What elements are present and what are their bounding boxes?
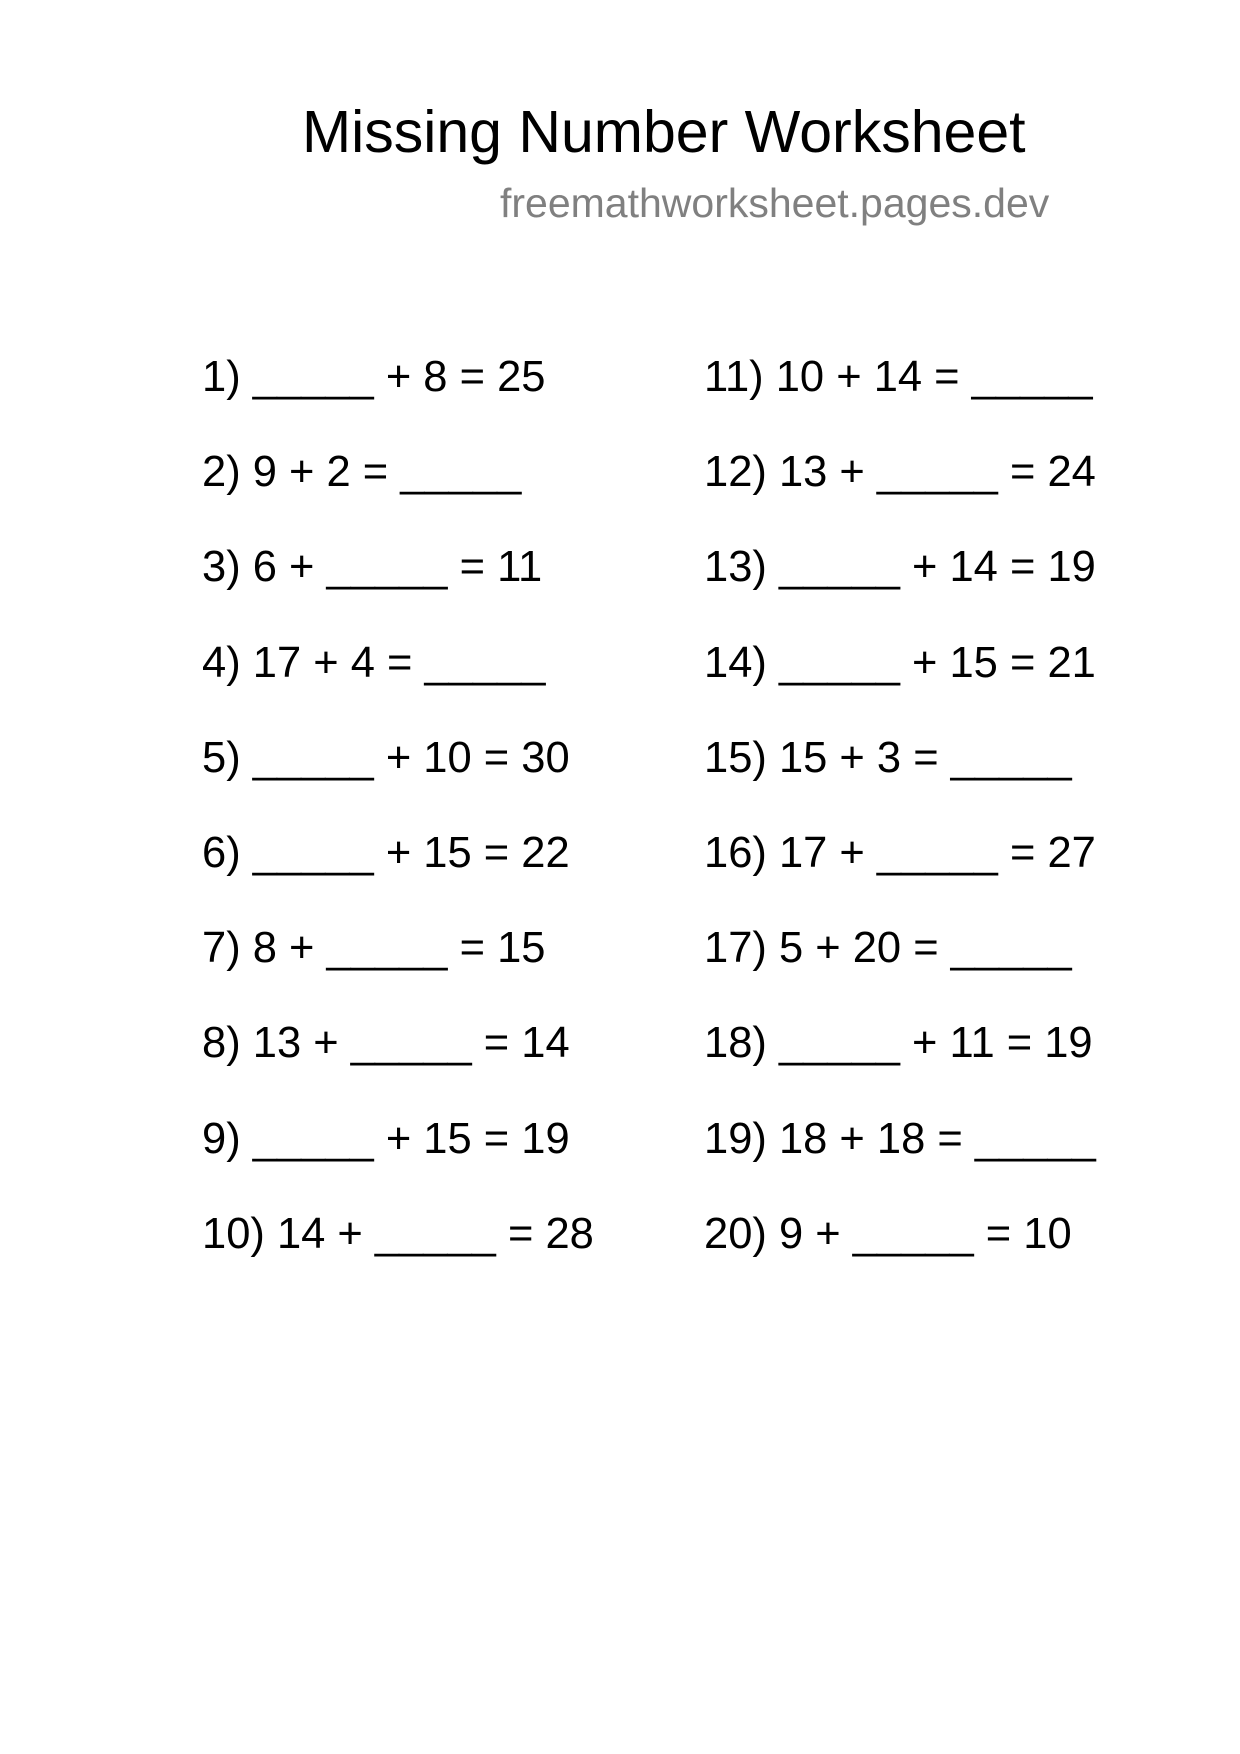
problem-item — [704, 923, 1072, 973]
problem-item — [704, 1209, 1072, 1259]
problem-text: 4) 17 + 4 = _____ — [202, 639, 546, 687]
problem-item — [202, 638, 545, 688]
problem-text: 5) _____ + 10 = 30 — [202, 734, 570, 782]
problem-text: 14) _____ + 15 = 21 — [704, 639, 1096, 687]
problem-item — [202, 1209, 594, 1259]
problem-text: 8) 13 + _____ = 14 — [202, 1019, 570, 1067]
problem-item — [202, 828, 570, 878]
problem-text: 17) 5 + 20 = _____ — [704, 924, 1072, 972]
problem-item — [202, 1018, 570, 1068]
problem-text: 20) 9 + _____ = 10 — [704, 1210, 1072, 1258]
problem-text: 18) _____ + 11 = 19 — [704, 1019, 1093, 1067]
problem-item — [704, 352, 1093, 402]
problem-text: 12) 13 + _____ = 24 — [704, 448, 1096, 496]
problem-item — [202, 542, 542, 592]
problem-item — [704, 447, 1096, 497]
problem-text: 9) _____ + 15 = 19 — [202, 1115, 570, 1163]
problem-item — [202, 923, 545, 973]
problem-item — [704, 1114, 1096, 1164]
worksheet-source-url: freemathworksheet.pages.dev — [500, 180, 1050, 226]
problem-item — [704, 1018, 1093, 1068]
problem-item — [704, 828, 1096, 878]
problem-text: 2) 9 + 2 = _____ — [202, 448, 522, 496]
problem-item — [202, 733, 570, 783]
problem-item — [704, 638, 1096, 688]
problem-text: 13) _____ + 14 = 19 — [704, 543, 1096, 591]
worksheet-title: Missing Number Worksheet — [302, 99, 1026, 165]
problem-item — [202, 352, 545, 402]
problem-text: 7) 8 + _____ = 15 — [202, 924, 546, 972]
problem-text: 11) 10 + 14 = _____ — [704, 353, 1093, 401]
problem-text: 6) _____ + 15 = 22 — [202, 829, 570, 877]
problem-text: 16) 17 + _____ = 27 — [704, 829, 1096, 877]
problem-text: 10) 14 + _____ = 28 — [202, 1210, 594, 1258]
problem-text: 19) 18 + 18 = _____ — [704, 1115, 1096, 1163]
problem-text: 15) 15 + 3 = _____ — [704, 734, 1072, 782]
problem-text: 1) _____ + 8 = 25 — [202, 353, 546, 401]
problem-item — [704, 733, 1072, 783]
problem-item — [704, 542, 1096, 592]
problem-item — [202, 447, 521, 497]
problem-item — [202, 1114, 570, 1164]
problem-text: 3) 6 + _____ = 11 — [202, 543, 543, 591]
